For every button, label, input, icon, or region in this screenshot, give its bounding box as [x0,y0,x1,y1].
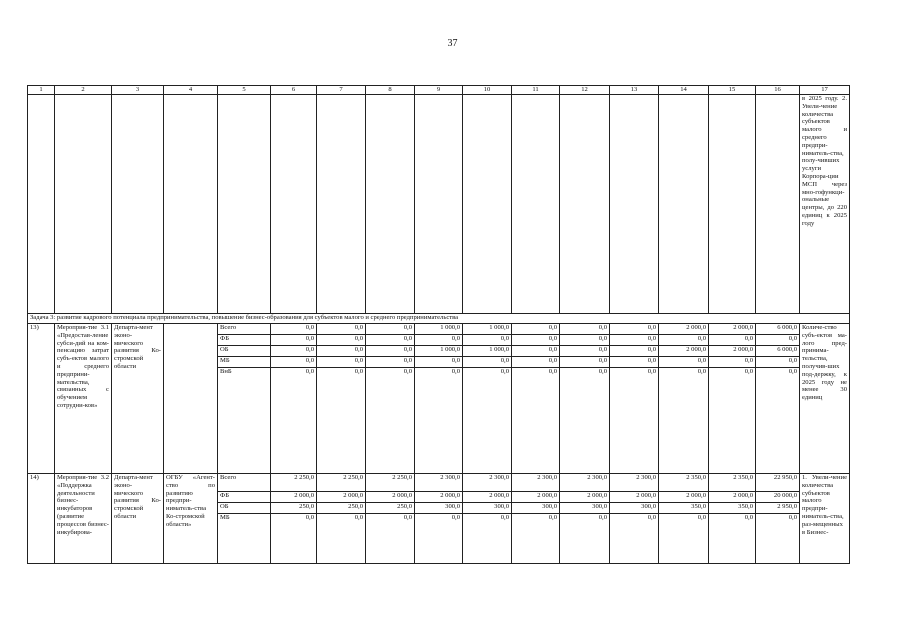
value-cell: 250,0 [271,503,317,514]
value-cell: 0,0 [610,324,659,335]
value-cell: 0,0 [415,514,463,564]
value-cell: 2 000,0 [659,492,709,503]
value-cell: 0,0 [659,368,709,474]
value-cell: 0,0 [366,346,415,357]
value-cell: 0,0 [317,324,366,335]
value-cell: 2 000,0 [560,492,610,503]
value-cell: 0,0 [756,368,800,474]
value-cell: 0,0 [366,335,415,346]
value-cell: 0,0 [512,514,560,564]
value-cell: 2 300,0 [512,474,560,492]
value-cell: 0,0 [463,335,512,346]
value-cell: 2 300,0 [415,474,463,492]
value-cell: 0,0 [366,368,415,474]
col-header: 3 [112,86,164,95]
value-cell: 22 950,0 [756,474,800,492]
value-cell: 0,0 [709,368,756,474]
value-cell: 0,0 [512,324,560,335]
table-row [28,474,850,492]
value-cell: 2 350,0 [709,474,756,492]
value-cell: 0,0 [560,346,610,357]
value-cell: 0,0 [271,324,317,335]
col-header: 17 [800,86,850,95]
responsible-cell: Департа-мент эконо-мического развития Ко-стромской области [112,324,164,474]
value-cell: 0,0 [756,335,800,346]
value-cell: 0,0 [271,346,317,357]
value-cell: 1 000,0 [463,324,512,335]
source-cell: Всего [218,324,271,335]
value-cell: 2 000,0 [415,492,463,503]
value-cell: 0,0 [560,357,610,368]
value-cell: 2 000,0 [659,324,709,335]
value-cell: 0,0 [463,368,512,474]
value-cell: 0,0 [560,324,610,335]
continued-row [28,95,850,314]
row-number: 13) [28,324,55,474]
row-number: 14) [28,474,55,564]
continued-result-cell: в 2025 году. 2. Увели-чение количества субъектов малого и среднего предпри-ниматель-ства, полу-чивших услуги Корпора-ции МСП через мно-гофункци-ональные центры, до 220 единиц к 2025 году [800,95,850,314]
value-cell: 0,0 [512,368,560,474]
value-cell: 0,0 [610,346,659,357]
value-cell: 350,0 [709,503,756,514]
source-cell: ОБ [218,346,271,357]
result-cell: Количе-ство субъ-ектов ма-лого пред-принима-тельства, получив-ших под-держку, к 2025 году не менее 30 единиц [800,324,850,474]
value-cell: 0,0 [560,368,610,474]
col-header: 4 [164,86,218,95]
value-cell: 2 000,0 [271,492,317,503]
source-cell: ФБ [218,335,271,346]
value-cell: 300,0 [610,503,659,514]
value-cell: 1 000,0 [415,324,463,335]
task-3-row [28,314,850,324]
value-cell: 0,0 [317,346,366,357]
value-cell: 0,0 [317,357,366,368]
program-table [27,85,850,564]
value-cell: 2 000,0 [512,492,560,503]
value-cell: 0,0 [560,335,610,346]
value-cell: 250,0 [366,503,415,514]
value-cell: 0,0 [610,357,659,368]
source-cell: Всего [218,474,271,492]
value-cell: 2 950,0 [756,503,800,514]
value-cell: 2 250,0 [366,474,415,492]
value-cell: 0,0 [415,368,463,474]
value-cell: 0,0 [709,357,756,368]
value-cell: 0,0 [512,357,560,368]
value-cell: 2 000,0 [659,346,709,357]
executor-cell [164,324,218,474]
event-cell: Мероприя-тие 3.2 «Поддержка деятельности бизнес-инкубаторов (развитие процессов бизнес-инкубирова- [55,474,112,564]
value-cell: 20 000,0 [756,492,800,503]
source-cell: ВнБ [218,368,271,474]
value-cell: 0,0 [271,357,317,368]
col-header: 5 [218,86,271,95]
value-cell: 0,0 [366,514,415,564]
value-cell: 0,0 [610,368,659,474]
col-header: 12 [560,86,610,95]
value-cell: 0,0 [709,514,756,564]
value-cell: 0,0 [659,335,709,346]
col-header: 16 [756,86,800,95]
col-header: 8 [366,86,415,95]
value-cell: 0,0 [271,368,317,474]
value-cell: 350,0 [659,503,709,514]
responsible-cell: Департа-мент эконо-мического развития Ко-стромской области [112,474,164,564]
col-header: 1 [28,86,55,95]
value-cell: 6 000,0 [756,346,800,357]
value-cell: 300,0 [560,503,610,514]
value-cell: 300,0 [415,503,463,514]
value-cell: 1 000,0 [415,346,463,357]
col-header: 15 [709,86,756,95]
source-cell: МБ [218,357,271,368]
task-3-title: Задача 3: развитие кадрового потенциала предпринимательства, повышение бизнес-образования для субъектов малого и среднего предпринимательства [28,314,850,324]
value-cell: 0,0 [317,368,366,474]
value-cell: 250,0 [317,503,366,514]
value-cell: 2 000,0 [709,492,756,503]
value-cell: 0,0 [659,514,709,564]
page-number: 37 [447,38,458,49]
value-cell: 0,0 [610,514,659,564]
value-cell: 0,0 [512,335,560,346]
value-cell: 0,0 [317,514,366,564]
value-cell: 2 000,0 [709,324,756,335]
source-cell: ОБ [218,503,271,514]
value-cell: 2 000,0 [709,346,756,357]
value-cell: 0,0 [463,357,512,368]
event-cell: Мероприя-тие 3.1 «Предостав-ление субси-дий на ком-пенсацию затрат субъ-ектов малого и среднего предприни-мательства, связанных с обучением сотрудни-ков» [55,324,112,474]
source-cell: МБ [218,514,271,564]
table-row [28,324,850,335]
value-cell: 2 000,0 [366,492,415,503]
col-header: 10 [463,86,512,95]
value-cell: 0,0 [560,514,610,564]
value-cell: 0,0 [463,514,512,564]
value-cell: 300,0 [463,503,512,514]
executor-cell: ОГБУ «Агент-ство по развитию предпри-ниматель-ства Ко-стромской области» [164,474,218,564]
value-cell: 0,0 [415,335,463,346]
value-cell: 300,0 [512,503,560,514]
value-cell: 2 250,0 [271,474,317,492]
value-cell: 0,0 [271,335,317,346]
value-cell: 2 350,0 [659,474,709,492]
column-number-row [28,86,850,95]
value-cell: 0,0 [659,357,709,368]
col-header: 11 [512,86,560,95]
value-cell: 0,0 [610,335,659,346]
value-cell: 1 000,0 [463,346,512,357]
col-header: 13 [610,86,659,95]
value-cell: 2 300,0 [560,474,610,492]
value-cell: 2 000,0 [317,492,366,503]
value-cell: 2 250,0 [317,474,366,492]
value-cell: 0,0 [415,357,463,368]
value-cell: 0,0 [709,335,756,346]
col-header: 14 [659,86,709,95]
source-cell: ФБ [218,492,271,503]
value-cell: 0,0 [271,514,317,564]
value-cell: 6 000,0 [756,324,800,335]
value-cell: 2 000,0 [610,492,659,503]
value-cell: 0,0 [366,357,415,368]
col-header: 2 [55,86,112,95]
value-cell: 0,0 [366,324,415,335]
result-cell: 1. Увели-чение количества субъектов малого предпри-ниматель-ства, раз-мещенных в Бизнес- [800,474,850,564]
value-cell: 0,0 [756,514,800,564]
value-cell: 0,0 [512,346,560,357]
col-header: 7 [317,86,366,95]
value-cell: 0,0 [756,357,800,368]
value-cell: 0,0 [317,335,366,346]
col-header: 6 [271,86,317,95]
col-header: 9 [415,86,463,95]
value-cell: 2 300,0 [610,474,659,492]
value-cell: 2 000,0 [463,492,512,503]
value-cell: 2 300,0 [463,474,512,492]
